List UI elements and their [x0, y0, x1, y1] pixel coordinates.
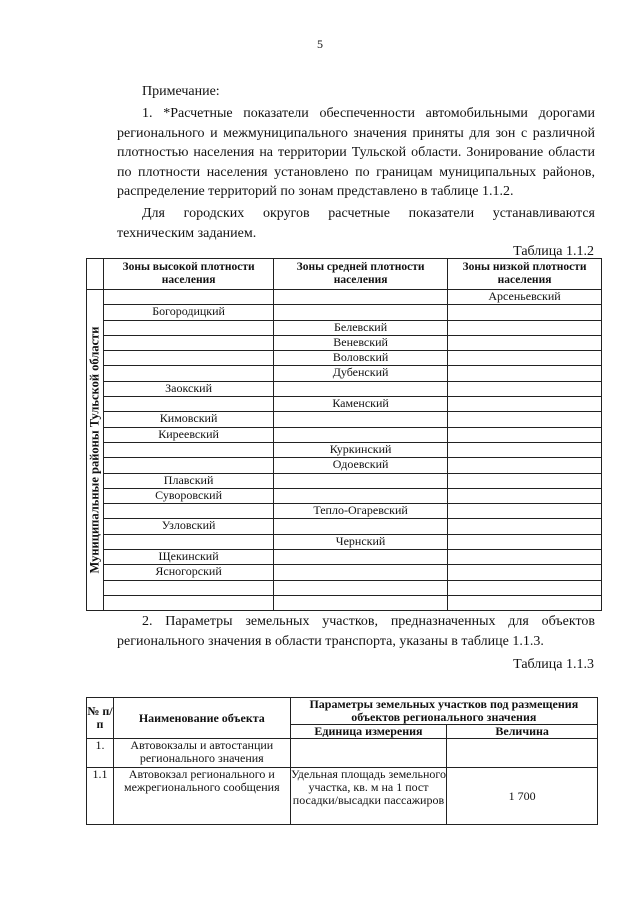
table-row — [87, 351, 602, 366]
high-density-cell — [104, 320, 274, 335]
side-label: Муниципальные районы Тульской области — [87, 326, 102, 574]
page-number: 5 — [317, 37, 323, 51]
table-row — [87, 488, 602, 503]
low-density-cell — [448, 305, 602, 320]
high-density-cell: Заокский — [104, 381, 274, 396]
paragraph-3: 2. Параметры земельных участков, предназначенных для объектов регионального значения в области транспорта, указаны в таблице 1.1.3. — [117, 614, 595, 649]
zones-table — [86, 258, 602, 611]
high-density-header: Зоны высокой плотности населения — [104, 259, 274, 290]
row-value — [447, 739, 598, 768]
medium-density-cell: Чернский — [274, 534, 448, 549]
side-header-cell — [87, 259, 104, 290]
medium-density-cell — [274, 488, 448, 503]
table-row — [87, 768, 598, 825]
low-density-cell — [448, 550, 602, 565]
row-unit — [290, 739, 447, 768]
low-density-cell — [448, 335, 602, 350]
high-density-cell — [104, 504, 274, 519]
medium-density-cell — [274, 381, 448, 396]
table-row — [87, 739, 598, 768]
medium-density-cell: Тепло-Огаревский — [274, 504, 448, 519]
table-row — [87, 550, 602, 565]
low-density-cell — [448, 534, 602, 549]
medium-density-cell — [274, 427, 448, 442]
high-density-cell — [104, 397, 274, 412]
low-density-cell — [448, 412, 602, 427]
table-row — [87, 595, 602, 610]
medium-density-cell — [274, 305, 448, 320]
col-value-header: Величина — [447, 725, 598, 739]
medium-density-cell — [274, 290, 448, 305]
low-density-cell — [448, 320, 602, 335]
high-density-cell: Плавский — [104, 473, 274, 488]
params-header: Параметры земельных участков под размещения объектов регионального значения — [290, 698, 597, 725]
high-density-cell: Киреевский — [104, 427, 274, 442]
table-row — [87, 519, 602, 534]
note-paragraph-1: 1. *Расчетные показатели обеспеченности автомобильными дорогами регионального и межмуниципального значения приняты для зон с различной плотностью населения на территории Тульской области. Зонирование области по плотности населения установлено по границам муниципальных районов, распределение территорий по зонам представлено в таблице 1.1.2. — [117, 106, 595, 199]
low-density-cell — [448, 397, 602, 412]
medium-density-cell — [274, 550, 448, 565]
high-density-cell: Щекинский — [104, 550, 274, 565]
low-density-cell — [448, 458, 602, 473]
low-density-cell — [448, 473, 602, 488]
high-density-cell: Ясногорский — [104, 565, 274, 580]
zones-table-header-row — [87, 259, 602, 290]
high-density-cell — [104, 290, 274, 305]
table-row — [87, 412, 602, 427]
row-unit: Удельная площадь земельного участка, кв. м на 1 пост посадки/высадки пассажиров — [290, 768, 447, 825]
params-header-row-1 — [87, 698, 598, 725]
land-parameters-table — [86, 697, 598, 825]
low-density-header: Зоны низкой плотности населения — [448, 259, 602, 290]
high-density-cell: Богородицкий — [104, 305, 274, 320]
high-density-cell — [104, 442, 274, 457]
high-density-cell — [104, 595, 274, 610]
low-density-cell — [448, 595, 602, 610]
medium-density-cell — [274, 580, 448, 595]
table-1-caption: Таблица 1.1.2 — [513, 244, 594, 259]
col-unit-header: Единица измерения — [290, 725, 447, 739]
note-title: Примечание: — [142, 84, 220, 99]
note-paragraph-2: Для городских округов расчетные показатели устанавливаются техническим заданием. — [117, 206, 595, 241]
low-density-cell — [448, 442, 602, 457]
high-density-cell — [104, 351, 274, 366]
table-row — [87, 397, 602, 412]
table-row — [87, 442, 602, 457]
table-row — [87, 565, 602, 580]
medium-density-cell: Дубенский — [274, 366, 448, 381]
high-density-cell — [104, 335, 274, 350]
medium-density-cell: Белевский — [274, 320, 448, 335]
low-density-cell — [448, 488, 602, 503]
low-density-cell — [448, 580, 602, 595]
low-density-cell — [448, 519, 602, 534]
table-row — [87, 580, 602, 595]
medium-density-cell — [274, 595, 448, 610]
table-row — [87, 504, 602, 519]
table-row — [87, 381, 602, 396]
high-density-cell — [104, 458, 274, 473]
low-density-cell — [448, 351, 602, 366]
high-density-cell: Узловский — [104, 519, 274, 534]
medium-density-cell: Каменский — [274, 397, 448, 412]
table-row — [87, 534, 602, 549]
table-row — [87, 458, 602, 473]
high-density-cell — [104, 534, 274, 549]
row-num: 1.1 — [87, 768, 114, 825]
low-density-cell — [448, 565, 602, 580]
table-row — [87, 335, 602, 350]
table-row — [87, 290, 602, 305]
col-name-header: Наименование объекта — [113, 698, 290, 739]
low-density-cell: Арсеньевский — [448, 290, 602, 305]
row-num: 1. — [87, 739, 114, 768]
col-num-header: № п/п — [87, 698, 114, 739]
medium-density-header: Зоны средней плотности населения — [274, 259, 448, 290]
table-row — [87, 366, 602, 381]
high-density-cell: Кимовский — [104, 412, 274, 427]
row-name: Автовокзал регионального и межрегионального сообщения — [113, 768, 290, 825]
medium-density-cell — [274, 565, 448, 580]
medium-density-cell: Воловский — [274, 351, 448, 366]
medium-density-cell: Веневский — [274, 335, 448, 350]
table-row — [87, 427, 602, 442]
low-density-cell — [448, 504, 602, 519]
high-density-cell: Суворовский — [104, 488, 274, 503]
table-2-caption: Таблица 1.1.3 — [513, 657, 594, 672]
table-row — [87, 320, 602, 335]
medium-density-cell — [274, 412, 448, 427]
high-density-cell — [104, 366, 274, 381]
medium-density-cell — [274, 519, 448, 534]
row-name: Автовокзалы и автостанции регионального значения — [113, 739, 290, 768]
low-density-cell — [448, 381, 602, 396]
high-density-cell — [104, 580, 274, 595]
side-label-cell — [87, 290, 104, 611]
row-value: 1 700 — [447, 768, 598, 825]
medium-density-cell: Одоевский — [274, 458, 448, 473]
table-row — [87, 473, 602, 488]
table-row — [87, 305, 602, 320]
medium-density-cell — [274, 473, 448, 488]
low-density-cell — [448, 366, 602, 381]
low-density-cell — [448, 427, 602, 442]
medium-density-cell: Куркинский — [274, 442, 448, 457]
